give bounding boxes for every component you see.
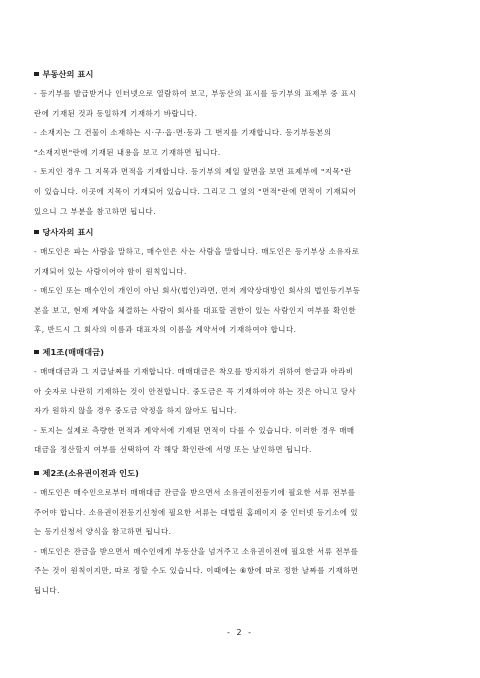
section-parties <box>34 226 446 340</box>
text-line: "소재지번"란에 기재된 내용을 보고 기재하면 됩니다. <box>34 147 221 157</box>
text-line: - 토지인 경우 그 지목과 면적을 기재합니다. 등기부의 제일 앞면을 보면 표제부에 "지목"란 <box>34 167 352 177</box>
text-line: 는 등기신청서 양식을 참고하면 됩니다. <box>34 527 172 537</box>
square-bullet-icon <box>34 350 39 355</box>
section-heading-text: 당사자의 표시 <box>42 227 94 237</box>
square-bullet-icon <box>34 72 39 77</box>
text-line: - 매매대금과 그 지급날짜를 기재합니다. 매매대금은 착오를 방지하기 위하여 한글과 아라비 <box>34 367 354 376</box>
text-line: 본을 보고, 현재 계약을 체결하는 사람이 회사를 대표할 권한이 있는 사람인지 여부를 확인한 <box>34 305 357 315</box>
text-line: 주어야 합니다. 소유권이전등기신청에 필요한 서류는 대법원 홈페이지 중 인터넷 등기소에 있 <box>34 507 359 517</box>
section-body <box>34 362 446 460</box>
section-property-description <box>34 68 446 221</box>
text-line: 란에 기재된 것과 동일하게 기재하기 바랍니다. <box>34 108 198 118</box>
text-line: 이 있습니다. 이곳에 지목이 기재되어 있습니다. 그리고 그 옆의 "면적"란에 면적이 기재되어 <box>34 186 357 196</box>
text-line: - 토지는 실제로 측량한 면적과 계약서에 기재된 면적이 다를 수 있습니다. 이러한 경우 매매 <box>34 425 355 435</box>
square-bullet-icon <box>34 230 39 235</box>
section-body <box>34 242 446 340</box>
section-heading <box>34 226 446 238</box>
section-article-1-price <box>34 346 446 460</box>
text-line: - 매도인은 매수인으로부터 매매대금 잔금을 받으면서 소유권이전등기에 필요한 서류 전부를 <box>34 488 356 497</box>
text-line: 아 숫자로 나란히 기재하는 것이 안전합니다. 중도금은 꼭 기재하여야 하는 것은 아니고 당사 <box>34 386 357 396</box>
text-line: 대금을 정산할지 여부를 선택하여 각 해당 확인란에 서명 또는 날인하면 됩니다. <box>34 445 312 455</box>
text-line: - 등기부를 발급받거나 인터넷으로 열람하여 보고, 부동산의 표시를 등기부의 표제부 중 표시 <box>34 89 357 98</box>
section-heading <box>34 346 446 358</box>
text-line: - 매도인은 잔금을 받으면서 매수인에게 부동산을 넘겨주고 소유권이전에 필요한 서류 전부를 <box>34 546 359 556</box>
text-line: 자가 원하지 않을 경우 중도금 약정을 하지 않아도 됩니다. <box>34 406 237 416</box>
text-line: 됩니다. <box>34 585 60 595</box>
section-heading-text: 제2조(소유권이전과 인도) <box>42 468 140 478</box>
text-line: - 매도인 또는 매수인이 개인이 아닌 회사(법인)라면, 먼저 계약상대방인 회사의 법인등기부등 <box>34 286 361 296</box>
section-heading-text: 부동산의 표시 <box>42 69 94 79</box>
section-heading <box>34 68 446 80</box>
page-number: - 2 - <box>227 628 253 637</box>
text-line: 있으니 그 부분을 참고하면 됩니다. <box>34 206 157 216</box>
text-line: 기재되어 있는 사람이어야 함이 원칙입니다. <box>34 266 187 276</box>
section-article-2-transfer <box>34 467 446 601</box>
text-line: 후, 반드시 그 회사의 이름과 대표자의 이름을 계약서에 기재하여야 합니다. <box>34 325 297 335</box>
text-line: - 매도인은 파는 사람을 말하고, 매수인은 사는 사람을 말합니다. 매도인은 등기부상 소유자로 <box>34 247 360 256</box>
section-heading <box>34 467 446 479</box>
section-heading-text: 제1조(매매대금) <box>42 347 105 357</box>
text-line: 주는 것이 원칙이지만, 따로 정할 수도 있습니다. 이때에는 ⑥항에 따로 정한 날짜를 기재하면 <box>34 566 359 576</box>
section-body <box>34 84 446 221</box>
text-line: - 소재지는 그 건물이 소재하는 시·구·읍·면·동과 그 번지를 기재합니다. 등기부등본의 <box>34 128 332 138</box>
square-bullet-icon <box>34 471 39 476</box>
section-body <box>34 483 446 601</box>
